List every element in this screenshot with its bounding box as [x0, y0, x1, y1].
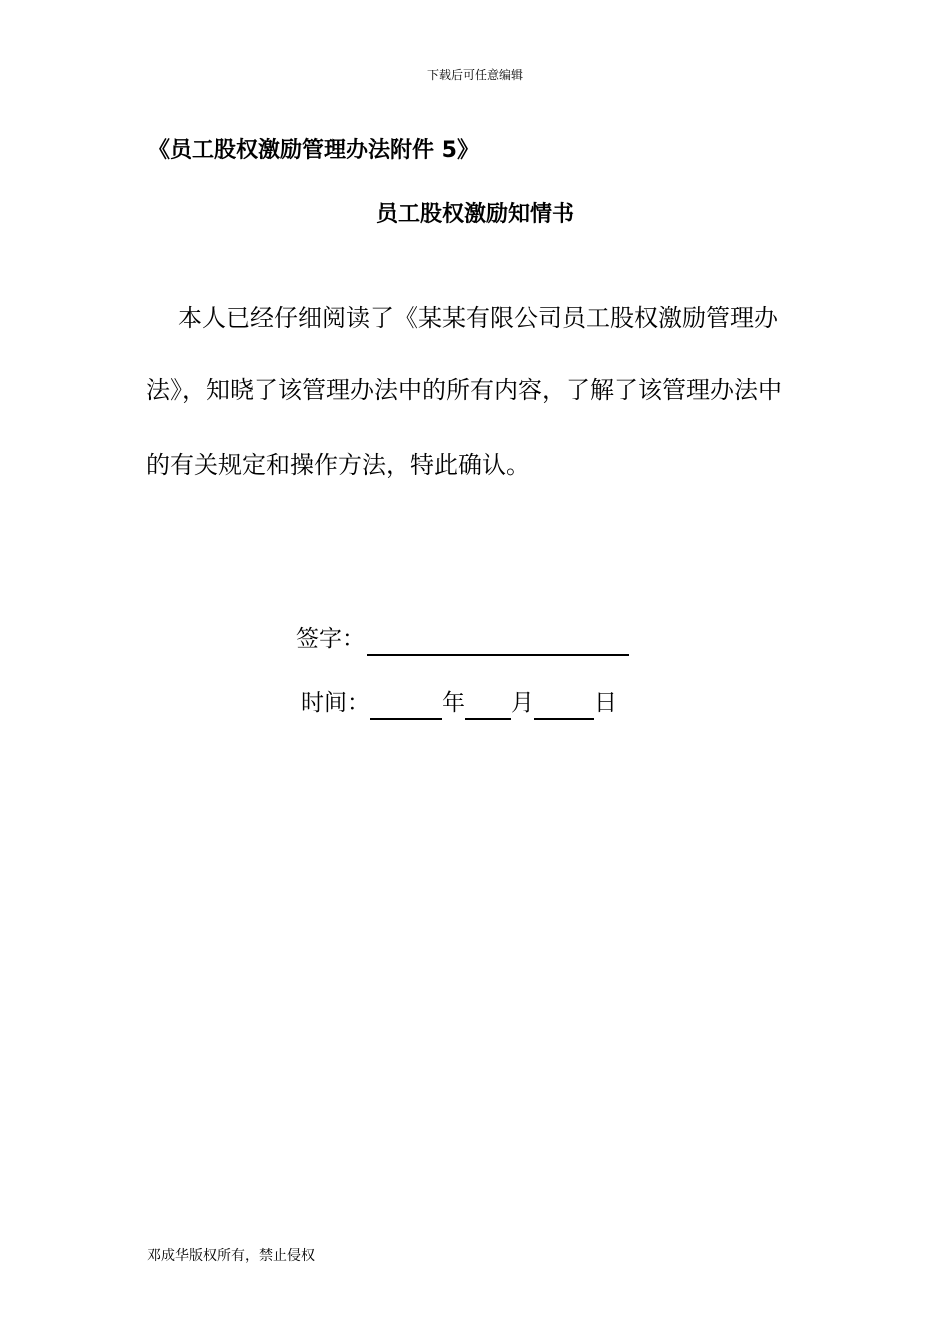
signature-blank[interactable]: [367, 626, 629, 656]
date-row: [301, 686, 617, 720]
year-blank[interactable]: [370, 690, 442, 720]
date-label: 时间：: [301, 690, 370, 716]
signature-row: [296, 622, 629, 656]
body-paragraph-line-3: 的有关规定和操作方法，特此确认。: [146, 451, 530, 479]
month-blank[interactable]: [465, 690, 511, 720]
month-label: 月: [511, 690, 534, 716]
footer-note: 邓成华版权所有，禁止侵权: [147, 1248, 315, 1264]
attachment-title: 《员工股权激励管理办法附件 5》: [148, 138, 479, 163]
day-label: 日: [594, 690, 617, 716]
body-paragraph-line-1: 本人已经仔细阅读了《某某有限公司员工股权激励管理办: [178, 304, 778, 332]
signature-label: 签字：: [296, 626, 365, 652]
body-paragraph-line-2: 法》，知晓了该管理办法中的所有内容，了解了该管理办法中: [146, 376, 782, 404]
year-label: 年: [442, 690, 465, 716]
day-blank[interactable]: [534, 690, 594, 720]
document-title: 员工股权激励知情书: [375, 202, 574, 227]
header-note: 下载后可任意编辑: [426, 68, 523, 82]
